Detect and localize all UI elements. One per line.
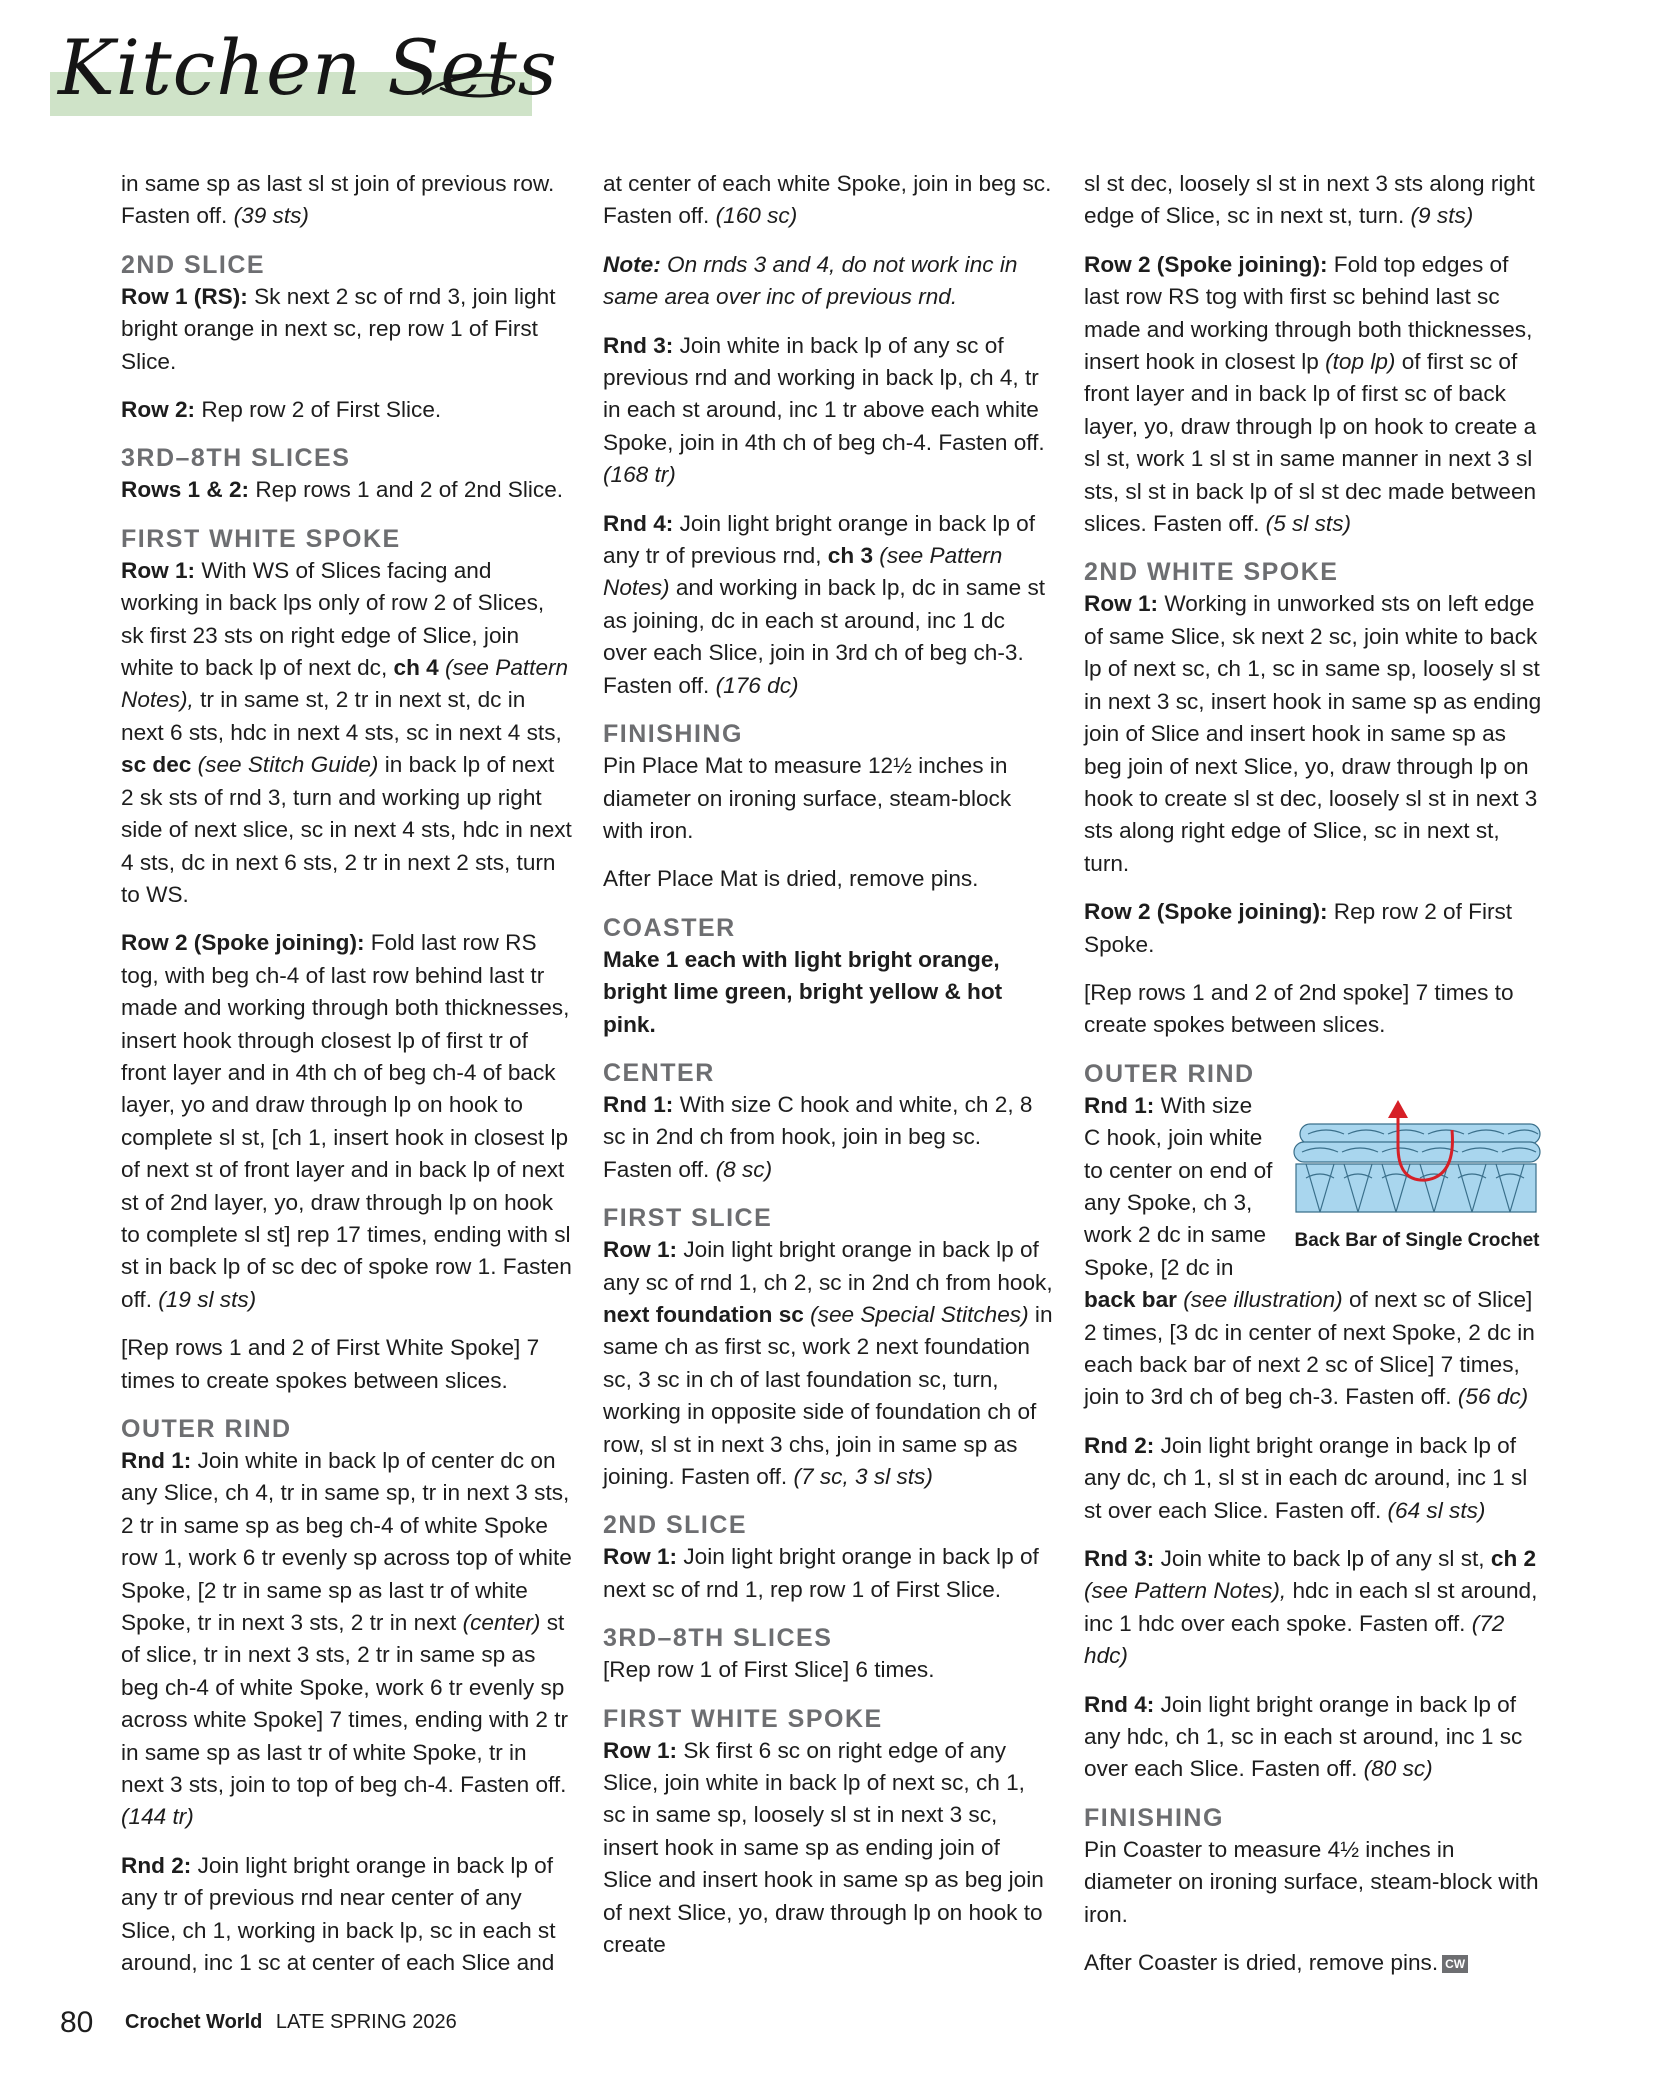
paragraph: Pin Coaster to measure 4½ inches in diameter on ironing surface, steam-block with iron. xyxy=(1084,1836,1539,1927)
section-heading: 2ND SLICE xyxy=(121,250,266,279)
paragraph: [Rep row 1 of First Slice] 6 times. xyxy=(603,1657,935,1683)
instruction-row: Row 1: Join light bright orange in back lp of next sc of rnd 1, rep row 1 of First Slice. xyxy=(603,1544,1039,1602)
instruction-row: Rnd 3: Join white to back lp of any sl st, ch 2 (see Pattern Notes), hdc in each sl st around, inc 1 hdc over each spoke. Fasten off. (72 hdc) xyxy=(1084,1546,1538,1669)
instruction-row: Row 1: Sk first 6 sc on right edge of any Slice, join white in back lp of next sc, ch 1, sc in same sp, loosely sl st in next 3 sc, insert hook in same sp as ending join of Slice and insert hook in same sp as beg join of next Slice, yo, draw through lp on hook to create xyxy=(603,1737,1044,1958)
section-heading: OUTER RIND xyxy=(1084,1059,1255,1088)
instruction-row: Rnd 3: Join white in back lp of any sc of previous rnd and working in back lp, ch 4, tr in each st around, inc 1 tr above each white Spoke, join in 4th ch of beg ch-4. Fasten off. (168 tr) xyxy=(603,332,1045,488)
column-2 xyxy=(603,168,1053,1977)
page-number: 80 xyxy=(60,2006,94,2039)
instruction-row: Rnd 4: Join light bright orange in back lp of any hdc, ch 1, sc in each st around, inc 1 sc over each Slice. Fasten off. (80 sc) xyxy=(1084,1691,1523,1782)
paragraph: Pin Place Mat to measure 12½ inches in diameter on ironing surface, steam-block with iron. xyxy=(603,753,1012,843)
section-heading: 3RD–8TH SLICES xyxy=(121,444,351,473)
instruction-row: Row 1: Join light bright orange in back lp of any sc of rnd 1, ch 2, sc in 2nd ch from hook, next foundation sc (see Special Stitches) in same ch as first sc, work 2 next foundation sc, 3 sc in ch of last foundation sc, turn, working in opposite side of foundation ch of row, sl st in next 3 chs, join in same sp as joining. Fasten off. (7 sc, 3 sl sts) xyxy=(603,1237,1053,1489)
note: Note: On rnds 3 and 4, do not work inc in same area over inc of previous rnd. xyxy=(603,251,1018,310)
back-bar-illustration xyxy=(1286,1094,1548,1253)
paragraph: sl st dec, loosely sl st in next 3 sts along right edge of Slice, sc in next st, turn. (9 sts) xyxy=(1084,171,1535,229)
instruction-row: Row 2 (Spoke joining): Rep row 2 of First Spoke. xyxy=(1084,899,1513,957)
column-1 xyxy=(121,168,573,1996)
section-heading: FIRST SLICE xyxy=(603,1204,773,1233)
instruction-row: Row 1: Working in unworked sts on left edge of same Slice, sk next 2 sc, join white to back lp of next sc, ch 1, sc in same sp, loosely sl st in next 3 sc, insert hook in same sp as ending join of Slice and insert hook in same sp as beg join of next Slice, yo, draw through lp on hook to create sl st dec, loosely sl st in next 3 sts along right edge of Slice, sc in next st, turn. xyxy=(1084,591,1542,876)
section-heading: FIRST WHITE SPOKE xyxy=(603,1704,883,1733)
single-crochet-stitch-illustration xyxy=(1286,1094,1548,1218)
instruction-row: Row 2 (Spoke joining): Fold top edges of last row RS tog with first sc behind last sc made and working through both thicknesses, insert hook in closest lp (top lp) of first sc of front layer and in back lp of first sc of back layer, yo, draw through lp on hook to create a sl st, work 1 sl st in same manner in next 3 sl sts, sl st in back lp of sl st dec made between slices. Fasten off. (5 sl sts) xyxy=(1084,251,1537,537)
instruction-row: Row 1 (RS): Sk next 2 sc of rnd 3, join light bright orange in next sc, rep row 1 of First Slice. xyxy=(121,283,556,374)
paragraph: Make 1 each with light bright orange, bright lime green, bright yellow & hot pink. xyxy=(603,946,1003,1037)
section-heading: 3RD–8TH SLICES xyxy=(603,1624,833,1653)
instruction-row: Rnd 1: With size C hook and white, ch 2, 8 sc in 2nd ch from hook, join in beg sc. Fasten off. (8 sc) xyxy=(603,1091,1033,1182)
instruction-row: Rnd 2: Join light bright orange in back lp of any tr of previous rnd near center of any Slice, ch 1, working in back lp, sc in each st around, inc 1 sc at center of each Slice and xyxy=(121,1852,556,1976)
paragraph: in same sp as last sl st join of previous row. Fasten off. (39 sts) xyxy=(121,171,555,229)
paragraph: After Coaster is dried, remove pins. CW xyxy=(1084,1947,1546,1979)
page-footer xyxy=(60,2006,457,2040)
paragraph: [Rep rows 1 and 2 of 2nd spoke] 7 times to create spokes between slices. xyxy=(1084,979,1514,1038)
paragraph: [Rep rows 1 and 2 of First White Spoke] 7 times to create spokes between slices. xyxy=(121,1335,540,1393)
section-heading: FINISHING xyxy=(603,720,743,749)
section-heading: CENTER xyxy=(603,1058,715,1087)
figure-caption: Back Bar of Single Crochet xyxy=(1294,1230,1540,1252)
title-swash-decoration xyxy=(420,66,520,106)
instruction-row: Row 2 (Spoke joining): Fold last row RS tog, with beg ch-4 of last row behind last tr made and working through both thicknesses, insert hook through closest lp of first tr of front layer and in 4th ch of beg ch-4 of back layer, yo and draw through lp on hook to complete sl st, [ch 1, insert hook in closest lp of next st of front layer and in back lp of next st of 2nd layer, yo, draw through lp on hook to complete sl st] rep 17 times, ending with sl st in back lp of sc dec of spoke row 1. Fasten off. (19 sl sts) xyxy=(121,930,572,1312)
instruction-row: Rnd 1: With size C hook, join white to center on end of any Spoke, ch 3, work 2 dc in same Spoke, [2 dc in back bar (see illustration) of next sc of Slice] 2 times, [3 dc in center of next Spoke, 2 dc in each back bar of next 2 sc of Slice] 7 times, join to 3rd ch of beg ch-3. Fasten off. (56 dc) xyxy=(1084,1092,1535,1410)
section-heading: OUTER RIND xyxy=(121,1415,292,1443)
instruction-row: Rows 1 & 2: Rep rows 1 and 2 of 2nd Slice. xyxy=(121,477,564,503)
instruction-row: Row 2: Rep row 2 of First Slice. xyxy=(121,397,442,423)
section-heading: FINISHING xyxy=(1084,1803,1224,1832)
page-section-title: Kitchen Sets xyxy=(58,23,558,112)
instruction-row: Rnd 4: Join light bright orange in back lp of any tr of previous rnd, ch 3 (see Pattern Notes) and working in back lp, dc in same st as joining, dc in each st around, inc 1 dc over each Slice, join in 3rd ch of beg ch-3. Fasten off. (176 dc) xyxy=(603,510,1046,698)
section-heading: 2ND WHITE SPOKE xyxy=(1084,558,1339,587)
column-3 xyxy=(1084,168,1546,1996)
section-heading: FIRST WHITE SPOKE xyxy=(121,524,401,553)
section-heading: COASTER xyxy=(603,913,736,942)
instruction-row: Row 1: With WS of Slices facing and working in back lps only of row 2 of Slices, sk first 23 sts on right edge of Slice, join white to back lp of next dc, ch 4 (see Pattern Notes), tr in same st, 2 tr in next st, dc in next 6 sts, hdc in next 4 sts, sc in next 4 sts, sc dec (see Stitch Guide) in back lp of next 2 sk sts of rnd 3, turn and working up right side of next slice, sc in next 4 sts, hdc in next 4 sts, dc in next 6 sts, 2 tr in next 2 sts, turn to WS. xyxy=(121,557,572,907)
instruction-row: Rnd 2: Join light bright orange in back lp of any dc, ch 1, sl st in each dc around, inc 1 sl st over each Slice. Fasten off. (64 sl sts) xyxy=(1084,1432,1528,1523)
section-heading: 2ND SLICE xyxy=(603,1511,748,1540)
end-of-article-badge: CW xyxy=(1442,1955,1468,1973)
paragraph: After Place Mat is dried, remove pins. xyxy=(603,866,979,892)
magazine-name: Crochet World xyxy=(124,2011,263,2033)
issue-label: LATE SPRING 2026 xyxy=(275,2011,457,2033)
paragraph: at center of each white Spoke, join in beg sc. Fasten off. (160 sc) xyxy=(603,171,1052,229)
instruction-row: Rnd 1: Join white in back lp of center dc on any Slice, ch 4, tr in same sp, tr in next 3 sts, 2 tr in same sp as beg ch-4 of white Spoke row 1, work 6 tr evenly sp across top of white Spoke, [2 tr in same sp as last tr of white Spoke, tr in next 3 sts, 2 tr in next (center) st of slice, tr in next 3 sts, 2 tr in same sp as beg ch-4 of white Spoke, work 6 tr evenly sp across white Spoke] 7 times, ending with 2 tr in same sp as last tr of white Spoke, tr in next 3 sts, join to top of beg ch-4. Fasten off. (144 tr) xyxy=(121,1448,572,1830)
